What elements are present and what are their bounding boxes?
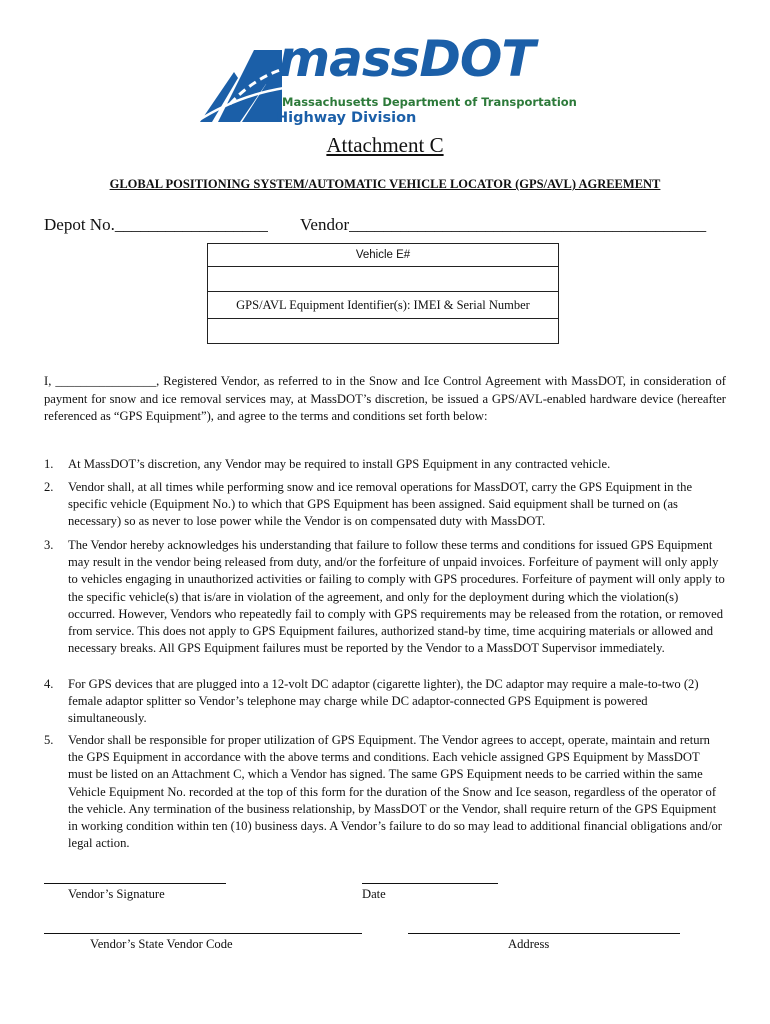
clause-number: 3. bbox=[44, 538, 54, 552]
vehicle-label: Vehicle E# bbox=[208, 244, 559, 267]
clause-number: 5. bbox=[44, 733, 54, 747]
attachment-title: Attachment C bbox=[326, 133, 444, 157]
identifier-label: GPS/AVL Equipment Identifier(s): IMEI & Serial Number bbox=[208, 292, 559, 319]
clause-text: Vendor shall be responsible for proper utilization of GPS Equipment. The Vendor agrees to accept, operate, maintain and return the GPS Equipment in accordance with the above terms and conditions. Each vehicle assigned GPS Equipment by MassDOT must be listed on an Attachment C, which a Vendor has signed. The same GPS Equipment needs to be carried within the same Vehicle Equipment No. recorded at the top of this form for the duration of the Snow and Ice season, regardless of the operator of the vehicle. Any termination of the business relationship, by MassDOT or the Vendor, shall require return of the GPS Equipment in working condition within ten (10) business days. A Vendor’s failure to do so may lead to additional financial obligations and/or legal action. bbox=[68, 733, 722, 851]
clause-item bbox=[44, 732, 726, 852]
date-line[interactable] bbox=[362, 883, 498, 884]
state-vendor-code-line[interactable] bbox=[44, 933, 362, 934]
highway-road-icon bbox=[196, 44, 284, 128]
vendor-name-field[interactable]: Vendor__________________________________________ bbox=[300, 215, 707, 234]
clause-text: Vendor shall, at all times while performing snow and ice removal operations for MassDOT, carry the GPS Equipment in the specific vehicle (Equipment No.) to which that GPS Equipment has been assigned. Said equipment shall be turned on (as necessary) so as never to lose power while the Vendor is on compensated duty with MassDOT. bbox=[68, 480, 693, 529]
clause-item bbox=[44, 479, 726, 531]
date-label: Date bbox=[362, 887, 386, 901]
vendor-signature-label: Vendor’s Signature bbox=[68, 887, 165, 901]
logo-subtitle: Massachusetts Department of Transportation bbox=[282, 95, 577, 109]
clause-number: 4. bbox=[44, 677, 54, 691]
address-line[interactable] bbox=[408, 933, 680, 934]
clause-text: The Vendor hereby acknowledges his understanding that failure to follow these terms and conditions for issued GPS Equipment may result in the vendor being released from duty, and/or the forfeiture of unpaid invoices. Forfeiture of payment will only apply to vehicles engaging in unauthorized activities or failing to comply with GPS procedures. Forfeiture of payment will only apply to the specific vehicle(s) that is/are in violation of the agreement, and only for the deployment during which the violation(s) occurred. However, Vendors who repeatedly fail to comply with GPS requirements may be released from the rotation, or removed from service. This does not apply to GPS Equipment failures, authorized stand-by time, time acquiring materials or allowed and necessary breaks. All GPS Equipment failures must be reported by the Vendor to a MassDOT Supervisor immediately. bbox=[68, 538, 725, 656]
state-vendor-code-label: Vendor’s State Vendor Code bbox=[90, 937, 233, 951]
clause-item bbox=[44, 537, 726, 657]
depot-number-field[interactable]: Depot No.__________________ bbox=[44, 215, 268, 234]
logo-division: Highway Division bbox=[276, 110, 417, 126]
vendor-signature-line[interactable] bbox=[44, 883, 226, 884]
identifier-input[interactable] bbox=[208, 319, 559, 344]
intro-paragraph: I, ________________, Registered Vendor, as referred to in the Snow and Ice Control Agreement with MassDOT, in consideration of payment for snow and ice removal services may, at MassDOT’s discretion, be issued a GPS/AVL-enabled hardware device (hereafter referenced as “GPS Equipment”), and agree to the terms and conditions set forth below: bbox=[44, 374, 726, 423]
clause-item bbox=[44, 676, 726, 728]
equipment-table bbox=[207, 243, 559, 344]
agreement-title: GLOBAL POSITIONING SYSTEM/AUTOMATIC VEHICLE LOCATOR (GPS/AVL) AGREEMENT bbox=[109, 177, 661, 191]
massdot-logo bbox=[196, 30, 577, 132]
clause-number: 1. bbox=[44, 457, 54, 471]
clause-number: 2. bbox=[44, 480, 54, 494]
vehicle-number-input[interactable] bbox=[208, 267, 559, 292]
logo-wordmark: massDOT bbox=[278, 30, 535, 88]
address-label: Address bbox=[508, 937, 550, 951]
clause-text: At MassDOT’s discretion, any Vendor may be required to install GPS Equipment in any contracted vehicle. bbox=[68, 457, 611, 471]
clause-item bbox=[44, 456, 726, 473]
clause-text: For GPS devices that are plugged into a 12-volt DC adaptor (cigarette lighter), the DC adaptor may require a male-to-two (2) female adaptor splitter so Vendor’s telephone may charge while DC adaptor-connected GPS Equipment is powered simultaneously. bbox=[68, 677, 699, 726]
